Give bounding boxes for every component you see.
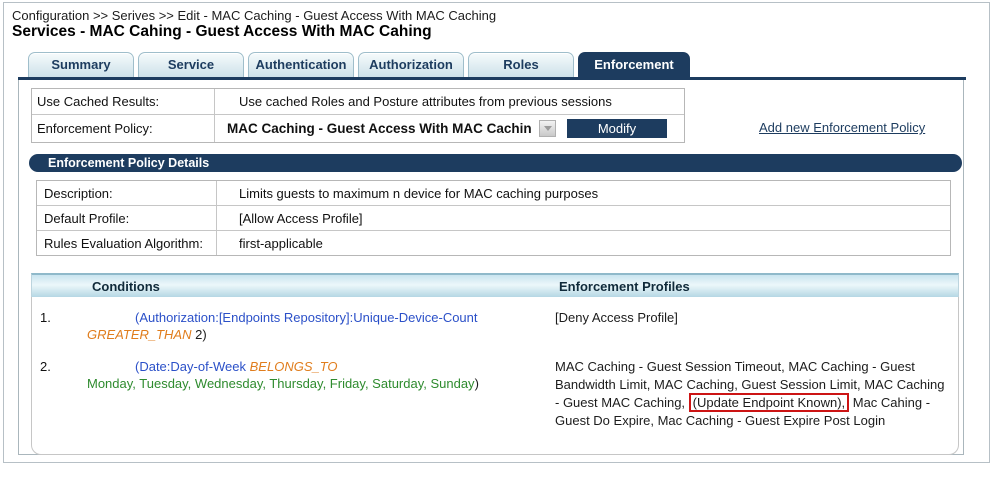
tab-summary[interactable]: Summary [28, 52, 134, 77]
modify-button[interactable]: Modify [567, 119, 667, 138]
enforcement-profiles-column-header: Enforcement Profiles [559, 278, 690, 294]
table-row [37, 205, 950, 230]
policy-details-table [36, 180, 951, 256]
tab-authentication[interactable]: Authentication [248, 52, 354, 77]
highlighted-profile-text: (Update Endpoint Known), [689, 393, 849, 412]
enforcement-policy-label: Enforcement Policy: [32, 115, 215, 142]
conditions-column-header: Conditions [92, 278, 160, 294]
rules-evaluation-algorithm-label: Rules Evaluation Algorithm: [37, 231, 217, 255]
rule-row-1 [32, 297, 958, 343]
condition-operator: GREATER_THAN [87, 327, 192, 342]
description-value: Limits guests to maximum n device for MAC caching purposes [239, 185, 599, 201]
condition-operator: BELONGS_TO [249, 359, 338, 374]
profile-text: MAC Caching - Guest Session Timeout, MAC Caching - Guest Bandwidth Limit, MAC Caching, Guest Session Limit, MAC Caching - Guest MAC Caching, [555, 359, 945, 410]
add-enforcement-policy-link[interactable]: Add new Enforcement Policy [759, 120, 926, 135]
rule-2-condition [87, 358, 547, 430]
table-row [37, 230, 950, 255]
profile-text: [Deny Access Profile] [555, 310, 678, 325]
condition-value: 2) [191, 327, 207, 342]
profile-text: Mac Cahing - Guest Do Expire, Mac Caching - Guest Expire Post Login [555, 395, 931, 428]
default-profile-value: [Allow Access Profile] [239, 210, 363, 226]
rules-evaluation-algorithm-value: first-applicable [239, 235, 323, 251]
use-cached-results-label: Use Cached Results: [32, 89, 215, 114]
page-title: Services - MAC Cahing - Guest Access With MAC Cahing [12, 23, 432, 40]
table-row [32, 114, 684, 142]
condition-attribute: (Date:Day-of-Week [135, 359, 250, 374]
rule-1-condition [87, 309, 547, 343]
rules-table-body [31, 297, 959, 455]
condition-value-list: Monday, Tuesday, Wednesday, Thursday, Friday, Saturday, Sunday [87, 376, 475, 391]
rules-table-header [31, 273, 959, 297]
description-label: Description: [37, 181, 217, 205]
chevron-down-icon[interactable] [539, 120, 556, 137]
policy-summary-table [31, 88, 685, 143]
tab-enforcement[interactable]: Enforcement [578, 52, 690, 77]
breadcrumb: Configuration >> Serives >> Edit - MAC Caching - Guest Access With MAC Caching [12, 8, 497, 23]
enforcement-policy-details-header: Enforcement Policy Details [29, 154, 962, 172]
table-row [37, 181, 950, 205]
rule-number: 2. [40, 359, 51, 374]
rule-row-2 [32, 358, 958, 430]
tab-roles[interactable]: Roles [468, 52, 574, 77]
enforcement-policy-select[interactable] [227, 120, 557, 137]
condition-attribute: (Authorization:[Endpoints Repository]:Unique-Device-Count [135, 310, 478, 325]
enforcement-policy-select-value: MAC Caching - Guest Access With MAC Cachin [227, 121, 532, 136]
use-cached-results-value: Use cached Roles and Posture attributes from previous sessions [239, 94, 612, 109]
condition-close-paren: ) [474, 376, 479, 391]
tab-bar [28, 52, 690, 77]
rule-number: 1. [40, 310, 51, 325]
rule-2-profiles [555, 358, 947, 430]
tab-service[interactable]: Service [138, 52, 244, 77]
enforcement-panel [18, 80, 964, 455]
enforcement-policy-controls [227, 119, 667, 138]
tab-authorization[interactable]: Authorization [358, 52, 464, 77]
default-profile-label: Default Profile: [37, 206, 217, 230]
table-row [32, 89, 684, 114]
rule-1-profiles [555, 309, 947, 343]
